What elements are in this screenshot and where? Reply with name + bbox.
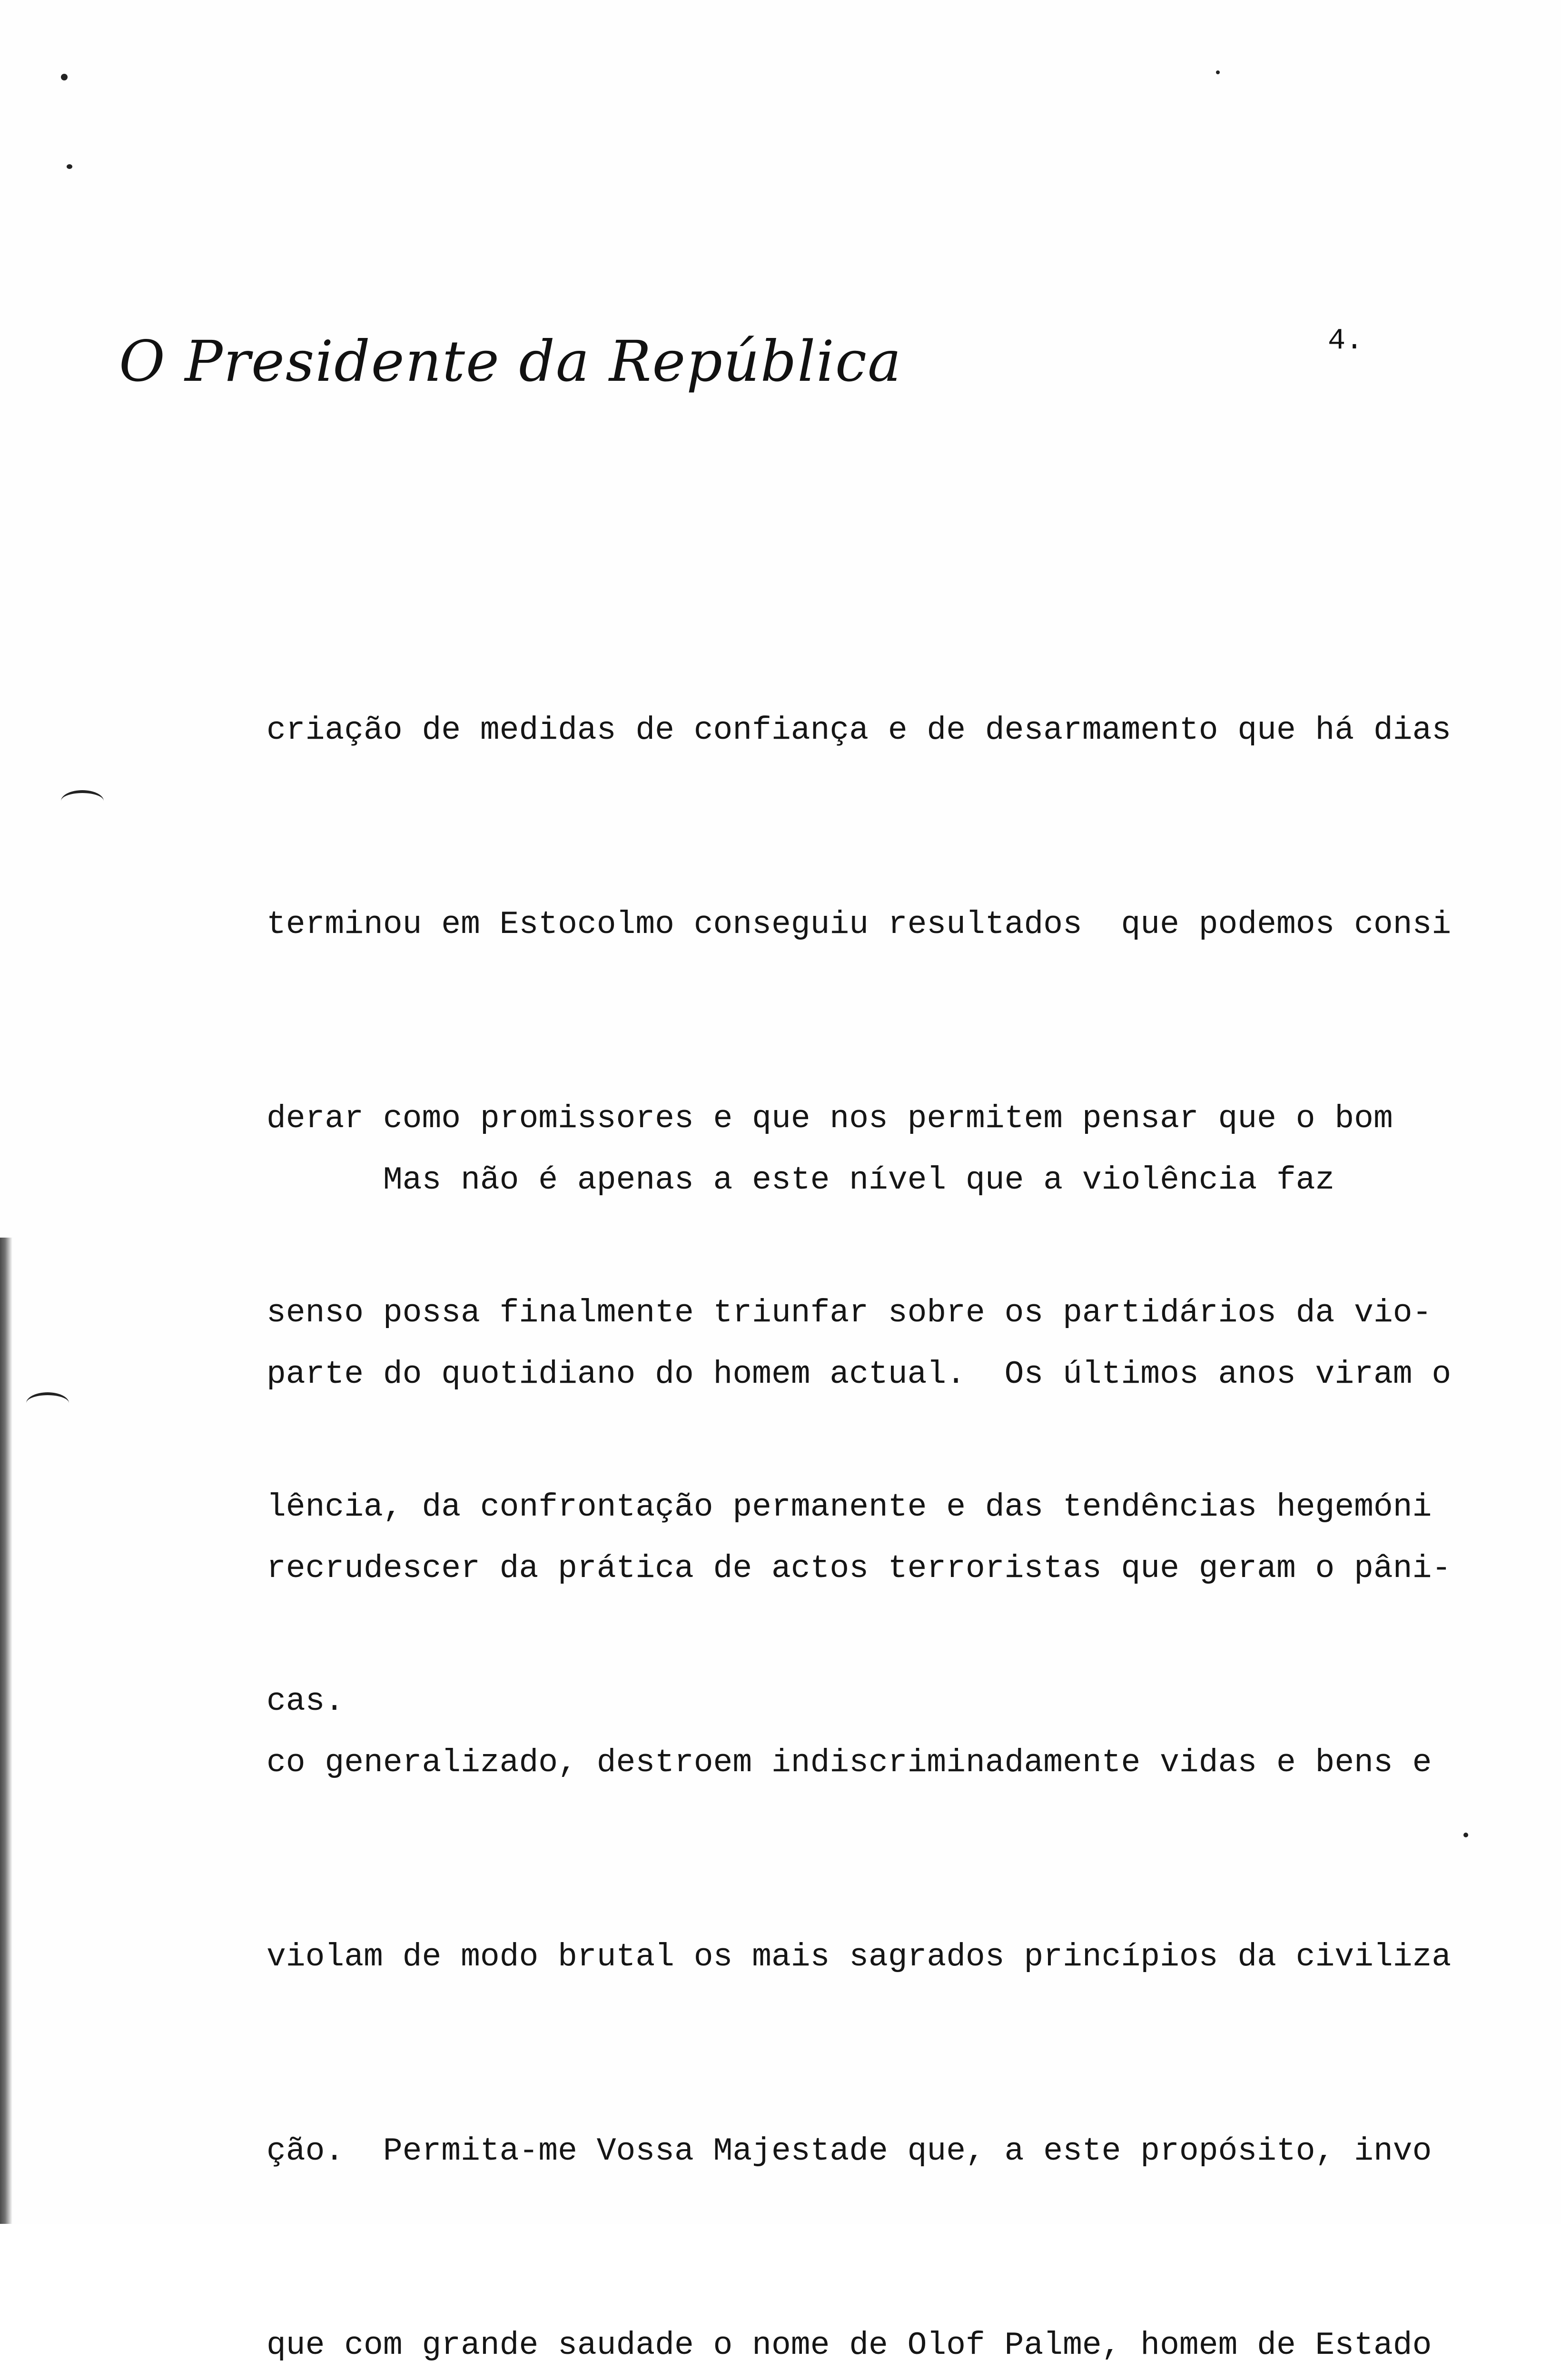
text-line: Mas não é apenas a este nível que a violência faz xyxy=(267,1162,1335,1199)
scan-speck xyxy=(1216,70,1220,74)
text-line: parte do quotidiano do homem actual. Os últimos anos viram o xyxy=(267,1356,1452,1393)
text-line: cas. xyxy=(267,1683,345,1720)
text-line: lência, da confrontação permanente e das tendências hegemóni xyxy=(267,1489,1432,1526)
scan-speck xyxy=(1463,1833,1468,1837)
text-line: ção. Permita-me Vossa Majestade que, a este propósito, invo xyxy=(267,2133,1432,2170)
text-line: criação de medidas de confiança e de desarmamento que há dias xyxy=(267,712,1452,749)
text-line: terminou em Estocolmo conseguiu resultados que podemos consi xyxy=(267,906,1452,943)
scan-speck xyxy=(67,164,72,169)
letterhead-title: O Presidente da República xyxy=(119,328,902,394)
text-line: que com grande saudade o nome de Olof Palme, homem de Estado xyxy=(267,2327,1432,2364)
text-line: recrudescer da prática de actos terroristas que geram o pâni- xyxy=(267,1550,1452,1587)
text-line: violam de modo brutal os mais sagrados princípios da civiliza xyxy=(267,1939,1452,1975)
text-line: co generalizado, destroem indiscriminadamente vidas e bens e xyxy=(267,1745,1432,1781)
page-number: 4. xyxy=(1328,324,1363,357)
text-line: senso possa finalmente triunfar sobre os partidários da vio- xyxy=(267,1295,1432,1331)
punch-hole-mark xyxy=(26,1392,69,1414)
binding-edge-shadow xyxy=(0,1238,12,2224)
paragraph-2 xyxy=(267,1019,1451,2380)
punch-hole-mark xyxy=(61,790,104,812)
text-line: derar como promissores e que nos permitem pensar que o bom xyxy=(267,1101,1393,1137)
scan-speck xyxy=(61,74,68,80)
